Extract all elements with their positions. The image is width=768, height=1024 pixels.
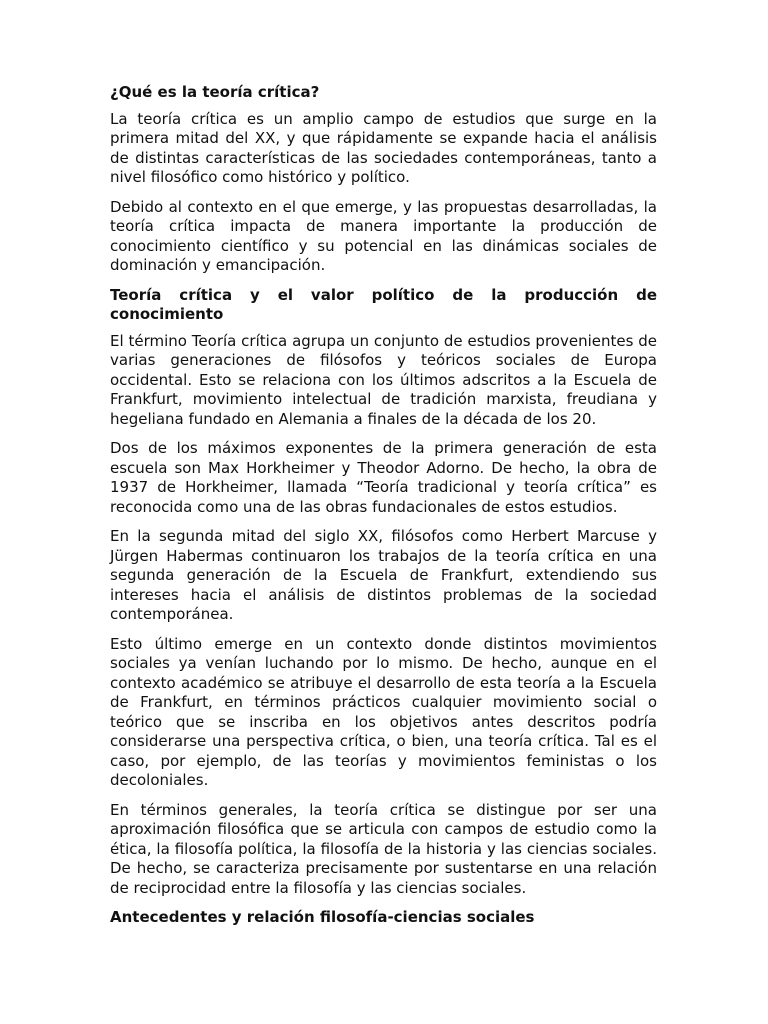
paragraph: Dos de los máximos exponentes de la primera generación de esta escuela son Max Horkheimer y Theodor Adorno. De hecho, la obra de 1937 de Horkheimer, llamada “Teoría tradicional y teoría crítica” es reconocida como una de las obras fundacionales de estos estudios.: [110, 439, 657, 516]
paragraph: Debido al contexto en el que emerge, y las propuestas desarrolladas, la teoría crítica impacta de manera importante la producción de conocimiento científico y su potencial en las dinámicas sociales de dominación y emancipación.: [110, 197, 657, 274]
paragraph: Esto último emerge en un contexto donde distintos movimientos sociales ya venían luchando por lo mismo. De hecho, aunque en el contexto académico se atribuye el desarrollo de esta teoría a la Escuela de Frankfurt, en términos prácticos cualquier movimiento social o teórico que se inscriba en los objetivos antes descritos podría considerarse una perspectiva crítica, o bien, una teoría crítica. Tal es el caso, por ejemplo, de las teorías y movimientos feministas o los decoloniales.: [110, 634, 657, 789]
paragraph: En la segunda mitad del siglo XX, filósofos como Herbert Marcuse y Jürgen Habermas continuaron los trabajos de la teoría crítica en una segunda generación de la Escuela de Frankfurt, extendiendo sus intereses hacia el análisis de distintos problemas de la sociedad contemporánea.: [110, 527, 657, 623]
section-heading: Teoría crítica y el valor político de la producción de conocimiento: [110, 285, 657, 323]
paragraph: La teoría crítica es un amplio campo de estudios que surge en la primera mitad del XX, y que rápidamente se expande hacia el análisis de distintas características de las sociedades contemporáneas, tanto a nivel filosófico como histórico y político.: [110, 109, 657, 186]
paragraph: El término Teoría crítica agrupa un conjunto de estudios provenientes de varias generaciones de filósofos y teóricos sociales de Europa occidental. Esto se relaciona con los últimos adscritos a la Escuela de Frankfurt, movimiento intelectual de tradición marxista, freudiana y hegeliana fundado en Alemania a finales de la década de los 20.: [110, 331, 657, 428]
paragraph: En términos generales, la teoría crítica se distingue por ser una aproximación filosófica que se articula con campos de estudio como la ética, la filosofía política, la filosofía de la historia y las ciencias sociales. De hecho, se caracteriza precisamente por sustentarse en una relación de reciprocidad entre la filosofía y las ciencias sociales.: [110, 800, 657, 897]
section-heading: ¿Qué es la teoría crítica?: [110, 83, 320, 101]
section-heading: Antecedentes y relación filosofía-ciencias sociales: [110, 908, 535, 926]
document-page: [110, 83, 657, 935]
